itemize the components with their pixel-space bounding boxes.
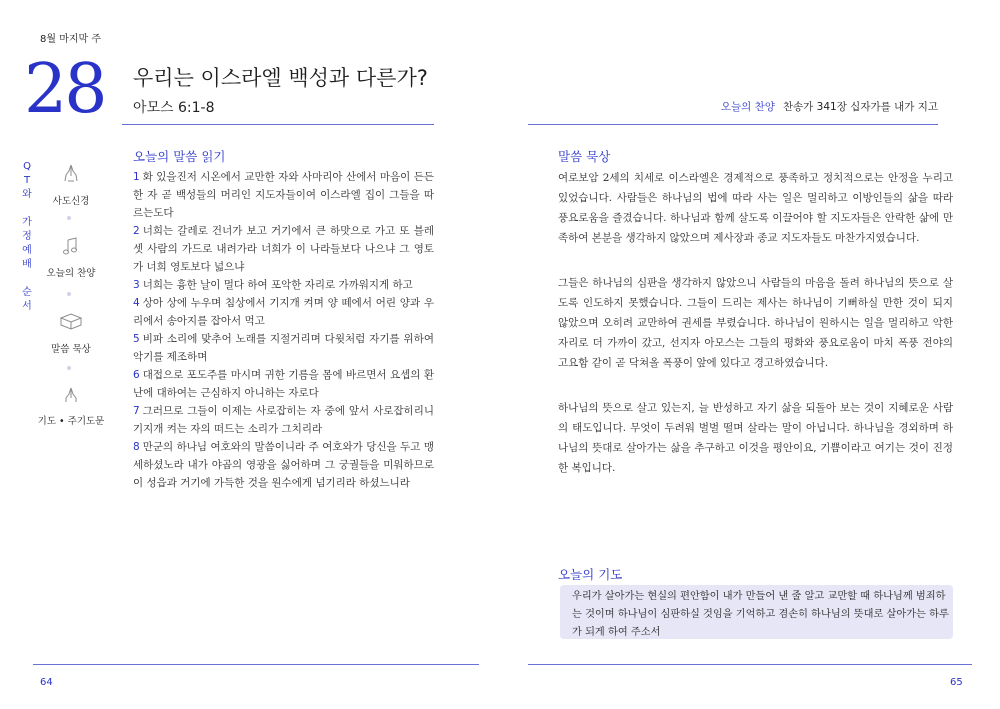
qt-char: T [23, 175, 31, 186]
verse-text: 화 있을진저 시온에서 교만한 자와 사마리아 산에서 마음이 든든한 자 곧 백성들의 머리인 지도자들이여 이스라엘 집이 그들을 따르는도다 [133, 171, 434, 219]
meditation-body [558, 168, 953, 503]
prayer-heading: 오늘의 기도 [558, 567, 623, 582]
nav-separator-dot [67, 292, 71, 296]
verse [133, 330, 434, 366]
bible-book-icon [40, 312, 102, 335]
page-number-right: 65 [950, 677, 963, 688]
qt-char: 배 [22, 259, 32, 270]
qt-char: 정 [22, 231, 32, 242]
qt-char: Q [23, 161, 31, 172]
verse-number: 6 [133, 369, 140, 381]
verse-number: 5 [133, 333, 140, 345]
hymn-value: 찬송가 341장 십자가를 내가 지고 [782, 101, 938, 113]
verse-number: 3 [133, 279, 140, 291]
verse-text: 상아 상에 누우며 침상에서 기지개 켜며 양 떼에서 어린 양과 우리에서 송아지를 잡아서 먹고 [133, 297, 434, 327]
verse-text: 너희는 흉한 날이 멀다 하여 포악한 자리로 가까워지게 하고 [142, 279, 413, 291]
prayer-text: 우리가 살아가는 현실의 편안함이 내가 만들어 낸 줄 알고 교만할 때 하나님께 범죄하는 것이며 하나님이 심판하실 것임을 기억하고 겸손히 하나님의 뜻대로 살아가는 하루가 되게 하여 주소서 [572, 591, 949, 638]
nav-item-apostles-creed [40, 162, 102, 207]
verse [133, 366, 434, 402]
footer-rule-left [33, 664, 479, 665]
nav-label: 말씀 묵상 [51, 344, 91, 355]
qt-char: 예 [22, 245, 32, 256]
verse [133, 438, 434, 492]
nav-label: 기도 • 주기도문 [37, 416, 105, 427]
day-number: 28 [24, 50, 105, 129]
nav-label: 오늘의 찬양 [46, 268, 96, 279]
meditation-paragraph: 그들은 하나님의 심판을 생각하지 않았으니 사람들의 마음을 돌려 하나님의 뜻으로 살도록 인도하지 못했습니다. 그들이 드리는 제사는 하나님이 기뻐하실 만한 것이 되지 않았으며 오히려 교만하여 권세를 부렸습니다. 하나님이 원하시는 일을 멀리하고 악한 자리로 더 가까이 갔고, 선지자 아모스는 그들의 평화와 풍요로움이 마치 폭풍 전야의 고요함 같이 곧 닥쳐올 폭풍이 앞에 있다고 경고하였습니다. [558, 277, 953, 369]
nav-item-todays-hymn [40, 236, 102, 279]
verse [133, 222, 434, 276]
qt-vertical-label [20, 160, 34, 314]
nav-item-word-meditation [40, 312, 102, 355]
verse-text: 비파 소리에 맞추어 노래를 지절거리며 다윗처럼 자기를 위하여 악기를 제조하며 [133, 333, 434, 363]
qt-char: 가 [22, 217, 32, 228]
verse-number: 7 [133, 405, 140, 417]
qt-char: 순 [22, 287, 32, 298]
verse-number: 2 [133, 225, 140, 237]
header-rule-right [528, 124, 938, 125]
hymn-label: 오늘의 찬양 [720, 101, 775, 113]
verse-number: 8 [133, 441, 140, 453]
header-rule-left [122, 124, 434, 125]
meditation-heading: 말씀 묵상 [558, 149, 611, 164]
qt-char: 와 [22, 189, 32, 200]
footer-rule-right [528, 664, 972, 665]
verse [133, 276, 434, 294]
qt-spacer [20, 202, 34, 216]
nav-label: 사도신경 [52, 196, 90, 207]
verse-text: 만군의 하나님 여호와의 말씀이니라 주 여호와가 당신을 두고 맹세하셨노라 내가 야곱의 영광을 싫어하며 그 궁궐들을 미워하므로 이 성읍과 거기에 가득한 것을 원수에게 넘기리라 하셨느니라 [133, 441, 434, 489]
verse [133, 402, 434, 438]
verse-number: 1 [133, 171, 140, 183]
verse-text: 그러므로 그들이 이제는 사로잡히는 자 중에 앞서 사로잡히리니 기지개 켜는 자의 떠드는 소리가 그치리라 [133, 405, 434, 435]
music-note-icon [40, 236, 102, 259]
nav-item-prayer [36, 386, 106, 427]
reading-heading: 오늘의 말씀 읽기 [133, 149, 226, 164]
verse-number: 4 [133, 297, 140, 309]
verse [133, 168, 434, 222]
nav-separator-dot [67, 366, 71, 370]
verse [133, 294, 434, 330]
prayer-hands-icon [36, 386, 106, 407]
qt-char: 서 [22, 301, 32, 312]
page-title: 우리는 이스라엘 백성과 다른가? [133, 66, 428, 90]
meditation-paragraph: 하나님의 뜻으로 살고 있는지, 늘 반성하고 자기 삶을 되돌아 보는 것이 지혜로운 사람의 태도입니다. 무엇이 두려워 벌벌 떨며 살라는 말이 아닙니다. 하나님을 경외하며 하나님의 뜻대로 살아가는 삶을 추구하고 이것을 평안이요, 기쁨이라고 여기는 것이 진정한 복입니다. [558, 402, 954, 474]
nav-separator-dot [67, 216, 71, 220]
scripture-reference: 아모스 6:1-8 [133, 100, 215, 116]
verse-text: 대접으로 포도주를 마시며 귀한 기름을 몸에 바르면서 요셉의 환난에 대하여는 근심하지 아니하는 자로다 [133, 369, 434, 399]
page-number-left: 64 [40, 677, 53, 688]
verse-text: 너희는 갈레로 건너가 보고 거기에서 큰 하맛으로 가고 또 블레셋 사람의 가드로 내려가라 너희가 이 나라들보다 나으냐 그 영토가 너희 영토보다 넓으냐 [133, 225, 434, 273]
praying-hands-icon [40, 162, 102, 187]
qt-spacer [20, 272, 34, 286]
scripture-verses [133, 168, 434, 492]
hymn-info [721, 99, 938, 114]
week-label: 8월 마지막 주 [40, 34, 102, 45]
meditation-paragraph: 여로보암 2세의 치세로 이스라엘은 경제적으로 풍족하고 정치적으로는 안정을 누리고 있었습니다. 사람들은 하나님의 법에 따라 사는 일은 멀리하고 이방인들의 삶을 따라 풍요로움을 즐겼습니다. 하나님과 함께 살도록 이끌어야 할 지도자들은 안락한 삶에 만족하여 본분을 생각하지 않았으며 제사장과 종교 지도자들도 마찬가지였습니다. [558, 172, 953, 244]
